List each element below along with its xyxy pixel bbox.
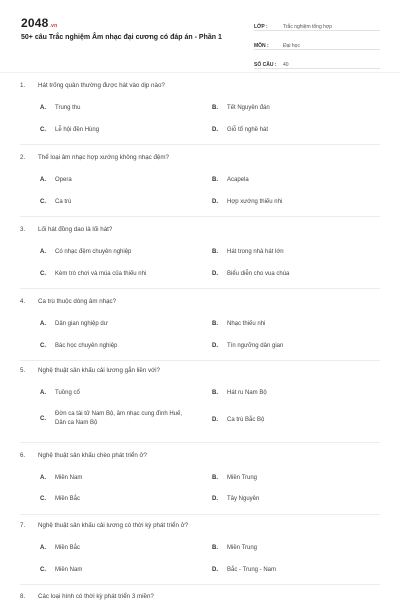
- option-letter: D.: [212, 199, 218, 205]
- option-text: Miền Nam: [55, 567, 83, 573]
- meta-count: [254, 52, 380, 69]
- option-text: Hợp xướng thiếu nhi: [227, 199, 283, 205]
- option-text: Opera: [55, 177, 72, 183]
- option-letter: A.: [40, 177, 46, 183]
- question-divider: [20, 216, 380, 217]
- option-d[interactable]: [212, 126, 367, 135]
- option-text: Tết Nguyên đán: [227, 105, 270, 111]
- option-a[interactable]: [40, 248, 195, 257]
- question-divider: [20, 584, 380, 585]
- option-a[interactable]: [40, 320, 195, 329]
- option-c[interactable]: [40, 495, 195, 504]
- meta-class: [254, 14, 380, 31]
- option-text: Acapela: [227, 177, 249, 183]
- option-letter: A.: [40, 545, 46, 551]
- option-d[interactable]: [212, 566, 367, 575]
- question-text: [20, 226, 380, 233]
- option-b[interactable]: [212, 104, 367, 113]
- question-divider: [20, 360, 380, 361]
- option-letter: A.: [40, 475, 46, 481]
- option-letter: A.: [40, 105, 46, 111]
- question-number: 2.: [20, 154, 26, 161]
- option-text: Miền Trung: [227, 475, 258, 481]
- option-text: Miền Nam: [55, 475, 83, 481]
- meta-subject-value: Đại học: [283, 43, 300, 49]
- option-letter: C.: [40, 271, 46, 277]
- option-text: Hát ru Nam Bộ: [227, 390, 267, 396]
- option-letter: D.: [212, 417, 218, 423]
- meta-count-label: SỐ CÂU :: [254, 62, 277, 68]
- option-letter: D.: [212, 567, 218, 573]
- option-a[interactable]: [40, 389, 195, 398]
- option-c[interactable]: [40, 410, 183, 428]
- option-letter: D.: [212, 127, 218, 133]
- option-letter: C.: [40, 199, 46, 205]
- option-text: Miền Bắc: [55, 545, 81, 551]
- option-c[interactable]: [40, 126, 195, 135]
- option-text: Lễ hội đền Hùng: [55, 127, 100, 133]
- option-letter: B.: [212, 249, 218, 255]
- option-a[interactable]: [40, 544, 195, 553]
- document-header: [0, 0, 400, 70]
- meta-count-value: 40: [283, 62, 289, 68]
- question-number: 7.: [20, 522, 26, 529]
- option-text: Tây Nguyên: [227, 496, 260, 502]
- option-text: Có nhạc đệm chuyên nghiệp: [55, 249, 132, 255]
- option-text: Tuồng cổ: [55, 390, 80, 396]
- option-letter: D.: [212, 271, 218, 277]
- question-text: [20, 298, 380, 305]
- option-text: Miền Bắc: [55, 496, 81, 502]
- option-text: Kèm trò chơi và múa của thiếu nhi: [55, 271, 147, 277]
- header-divider: [0, 72, 400, 73]
- option-text: Đờn ca tài tử Nam Bộ, âm nhạc cung đình Huế, Dân ca Nam Bộ: [55, 411, 183, 426]
- option-b[interactable]: [212, 176, 367, 185]
- option-text: Ca trù: [55, 199, 72, 205]
- option-text: Nhạc thiếu nhi: [227, 321, 266, 327]
- question-text: [20, 593, 380, 600]
- option-text: Tín ngưỡng dân gian: [227, 343, 284, 349]
- question-number: 3.: [20, 226, 26, 233]
- option-letter: C.: [40, 496, 46, 502]
- meta-subject-label: MÔN :: [254, 43, 269, 49]
- question-text: [20, 154, 380, 161]
- question-number: 6.: [20, 452, 26, 459]
- question-text: [20, 82, 380, 89]
- option-letter: A.: [40, 321, 46, 327]
- option-b[interactable]: [212, 474, 367, 483]
- option-letter: D.: [212, 343, 218, 349]
- option-d[interactable]: [212, 416, 367, 425]
- option-letter: B.: [212, 390, 218, 396]
- question-text: [20, 522, 380, 529]
- option-d[interactable]: [212, 342, 367, 351]
- question-number: 8.: [20, 593, 26, 600]
- option-text: Dân gian nghiệp dư: [55, 321, 108, 327]
- question-text: [20, 452, 380, 459]
- question-body: Nghệ thuật sân khấu chèo phát triển ở?: [38, 452, 147, 459]
- question-number: 4.: [20, 298, 26, 305]
- option-letter: C.: [40, 127, 46, 133]
- option-letter: B.: [212, 105, 218, 111]
- question-number: 5.: [20, 367, 26, 374]
- option-letter: B.: [212, 545, 218, 551]
- option-c[interactable]: [40, 566, 195, 575]
- option-letter: B.: [212, 177, 218, 183]
- question-text: [20, 367, 380, 374]
- question-body: Các loại hình có thời kỳ phát triển 3 miền?: [38, 593, 154, 600]
- option-c[interactable]: [40, 342, 195, 351]
- question-divider: [20, 442, 380, 443]
- option-letter: A.: [40, 249, 46, 255]
- meta-class-value: Trắc nghiệm tổng hợp: [283, 24, 332, 30]
- option-a[interactable]: [40, 474, 195, 483]
- logo-main: 2048: [21, 16, 49, 30]
- question-divider: [20, 288, 380, 289]
- option-b[interactable]: [212, 389, 367, 398]
- option-text: Ca trù Bắc Bộ: [227, 417, 265, 423]
- option-a[interactable]: [40, 176, 195, 185]
- option-a[interactable]: [40, 104, 195, 113]
- option-text: Biểu diễn cho vua chúa: [227, 271, 290, 277]
- question-body: Hát trống quân thường được hát vào dịp nào?: [38, 82, 165, 89]
- option-letter: B.: [212, 475, 218, 481]
- option-d[interactable]: [212, 495, 367, 504]
- logo-suffix: .vn: [49, 23, 58, 29]
- option-b[interactable]: [212, 320, 367, 329]
- meta-class-label: LỚP :: [254, 24, 268, 30]
- option-letter: D.: [212, 496, 218, 502]
- option-text: Bắc - Trung - Nam: [227, 567, 277, 573]
- option-letter: C.: [40, 567, 46, 573]
- document-title: 50+ câu Trắc nghiệm Âm nhạc đại cương có đáp án - Phần 1: [21, 34, 222, 41]
- option-d[interactable]: [212, 198, 367, 207]
- question-divider: [20, 514, 380, 515]
- option-b[interactable]: [212, 544, 367, 553]
- option-letter: C.: [40, 415, 46, 422]
- question-number: 1.: [20, 82, 26, 89]
- option-text: Miền Trung: [227, 545, 258, 551]
- option-text: Hát trong nhà hát lớn: [227, 249, 284, 255]
- option-c[interactable]: [40, 270, 195, 279]
- option-text: Giỗ tổ nghề hát: [227, 127, 269, 133]
- option-b[interactable]: [212, 248, 367, 257]
- question-divider: [20, 144, 380, 145]
- option-letter: B.: [212, 321, 218, 327]
- option-letter: C.: [40, 343, 46, 349]
- question-body: Nghệ thuật sân khấu cải lương gắn liền với?: [38, 367, 160, 374]
- question-body: Ca trù thuộc dòng âm nhạc?: [38, 298, 117, 305]
- option-text: Bác học chuyên nghiệp: [55, 343, 118, 349]
- option-letter: A.: [40, 390, 46, 396]
- site-logo[interactable]: [21, 16, 57, 30]
- option-d[interactable]: [212, 270, 367, 279]
- document-meta: [254, 14, 380, 71]
- meta-subject: [254, 33, 380, 50]
- option-text: Trung thu: [55, 105, 81, 111]
- question-body: Lối hát đồng dao là lối hát?: [38, 226, 113, 233]
- question-body: Thể loại âm nhạc hợp xướng không nhạc đệm?: [38, 154, 169, 161]
- question-body: Nghệ thuật sân khấu cải lương có thời kỳ phát triển ở?: [38, 522, 189, 529]
- option-c[interactable]: [40, 198, 195, 207]
